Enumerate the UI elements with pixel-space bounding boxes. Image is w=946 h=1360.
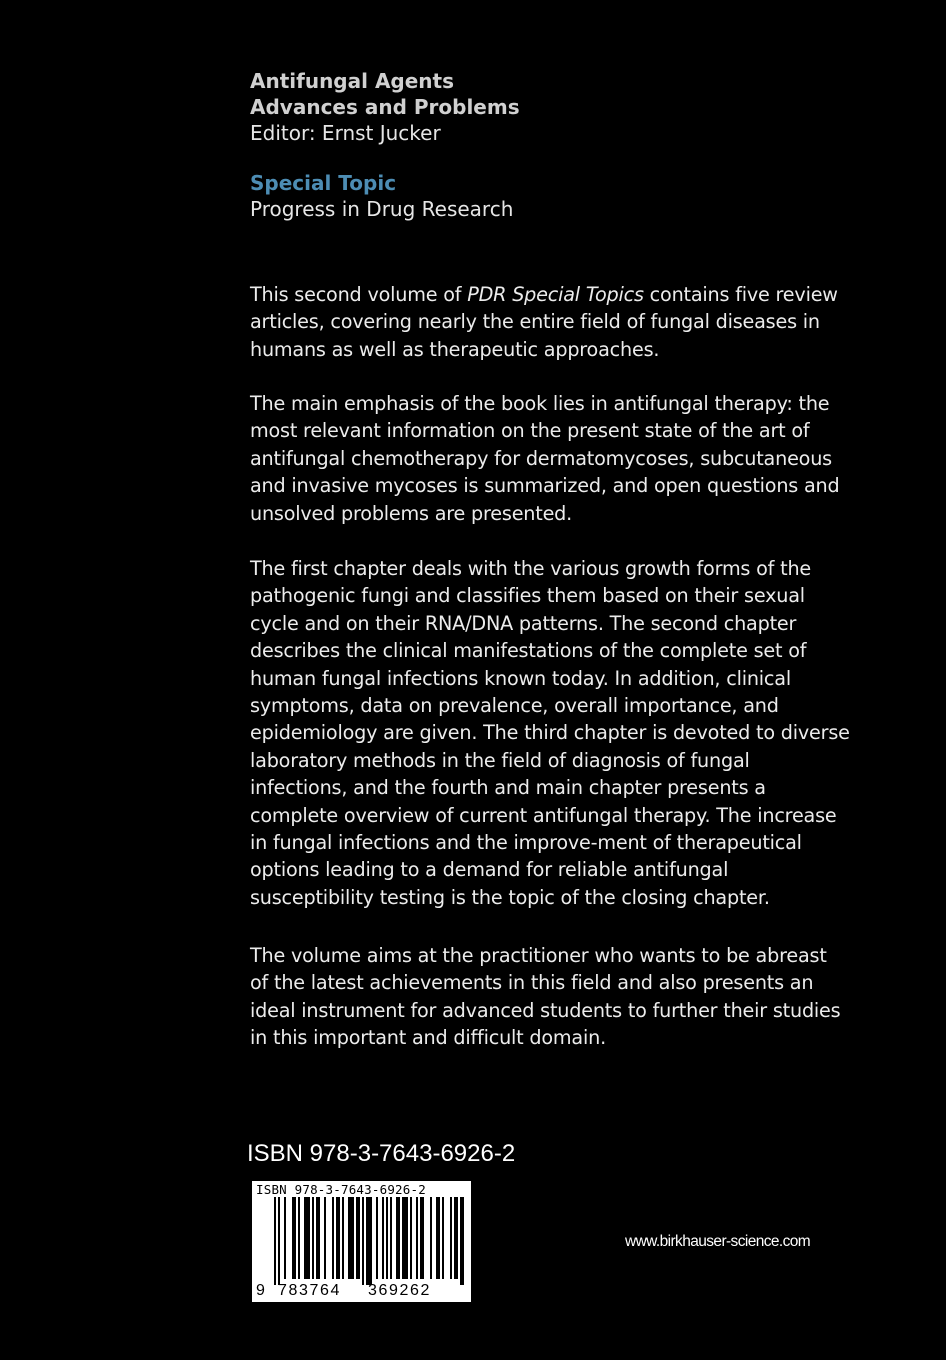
- special-topic-label: Special Topic: [250, 171, 397, 195]
- series-name: Progress in Drug Research: [250, 197, 514, 221]
- barcode: [252, 1181, 471, 1302]
- barcode-digits-left: 783764: [278, 1282, 341, 1299]
- p3-text: The first chapter deals with the various growth forms of the pathogenic fungi and classifies them based on their sexual cycle and on their RNA/DNA patterns. The second chapter describes the clinical manifestations of the complete set of human fungal infections known today. In addition, clinical symptoms, data on prevalence, overall importance, and epidemiology are given. The third chapter is devoted to diverse laboratory methods in the field of diagnosis of fungal infections, and the fourth and main chapter presents a complete overview of current antifungal therapy. The increase in fungal infections and the improve-ment of therapeutical options leading to a demand for reliable antifungal susceptibility testing is the topic of the closing chapter.: [250, 557, 850, 909]
- barcode-digit-lead: 9: [256, 1282, 265, 1299]
- description-paragraph-4: [250, 942, 850, 1052]
- p1-text-after: contains five review articles, covering nearly the entire field of fungal diseases in humans as well as therapeutic approaches.: [250, 283, 838, 361]
- p1-series-italic: PDR Special Topics: [467, 283, 644, 306]
- isbn-large: ISBN 978-3-7643-6926-2: [247, 1140, 516, 1167]
- p1-text-before: This second volume of: [250, 283, 468, 306]
- p2-text: The main emphasis of the book lies in antifungal therapy: the most relevant information on the present state of the art of antifungal chemotherapy for dermatomycoses, subcutaneous and invasive mycoses is summarized, and open questions and unsolved problems are presented.: [250, 392, 840, 525]
- book-editor: Editor: Ernst Jucker: [250, 121, 441, 145]
- book-title-line2: Advances and Problems: [250, 95, 520, 119]
- book-title-line1: Antifungal Agents: [250, 69, 455, 93]
- description-paragraph-3: [250, 555, 850, 911]
- barcode-isbn-label: ISBN 978-3-7643-6926-2: [256, 1182, 426, 1197]
- description-paragraph-1: [250, 281, 850, 363]
- description-paragraph-2: [250, 390, 850, 527]
- publisher-website: www.birkhauser-science.com: [625, 1233, 811, 1250]
- barcode-digits-right: 369262: [368, 1282, 431, 1299]
- p4-text: The volume aims at the practitioner who wants to be abreast of the latest achievements in this field and also presents an ideal instrument for advanced students to further their studies in this important and difficult domain.: [250, 944, 841, 1050]
- barcode-bars-icon: [252, 1197, 471, 1285]
- special-topic-block: [250, 170, 870, 222]
- book-header: [250, 68, 870, 146]
